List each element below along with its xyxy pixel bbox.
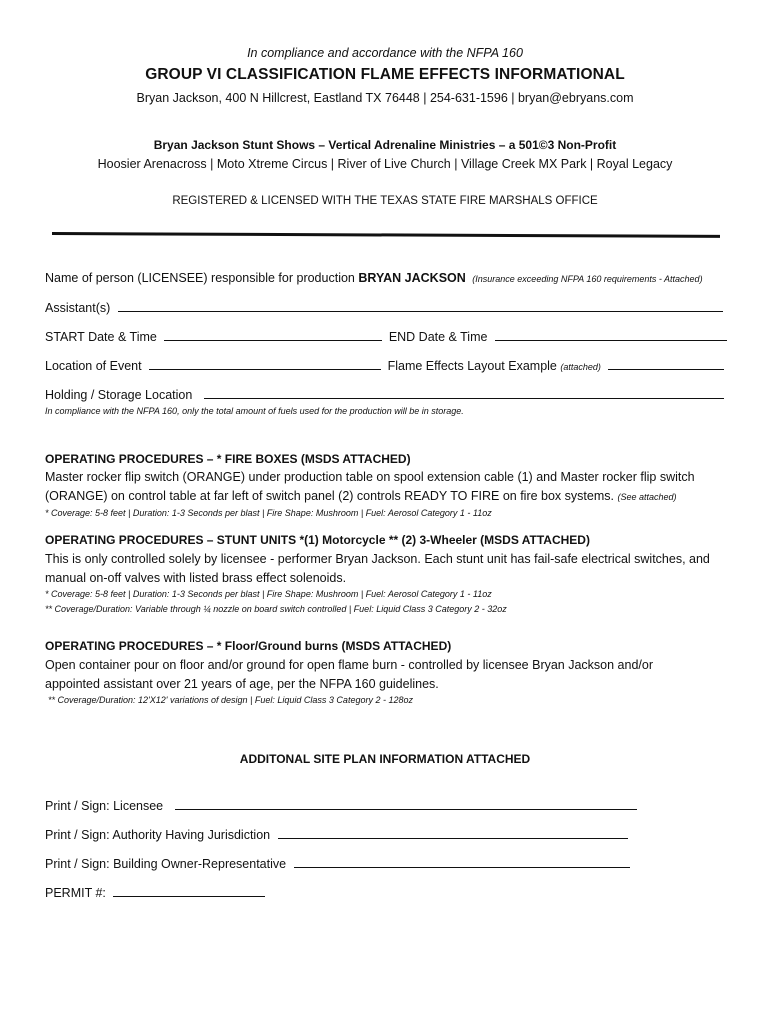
layout-note: (attached) <box>560 362 601 372</box>
registered-line: REGISTERED & LICENSED WITH THE TEXAS STATE FIRE MARSHALS OFFICE <box>172 195 598 207</box>
fire-boxes-heading: OPERATING PROCEDURES – * FIRE BOXES (MSDS ATTACHED) <box>45 452 411 466</box>
fire-boxes-line-2-row <box>45 489 677 503</box>
start-blank[interactable] <box>164 329 382 341</box>
sign-ahj-label: Print / Sign: Authority Having Jurisdiction <box>45 828 271 842</box>
sign-licensee-blank[interactable] <box>175 798 637 810</box>
licensee-note: (Insurance exceeding NFPA 160 requirements - Attached) <box>472 274 703 284</box>
permit-blank[interactable] <box>113 885 265 897</box>
permit-row <box>45 885 265 900</box>
location-row <box>45 358 724 373</box>
permit-label: PERMIT #: <box>45 886 106 900</box>
floor-burns-heading: OPERATING PROCEDURES – * Floor/Ground burns (MSDS ATTACHED) <box>45 639 452 653</box>
fire-boxes-see-attached: (See attached) <box>617 492 677 502</box>
end-blank[interactable] <box>495 329 727 341</box>
sign-owner-blank[interactable] <box>294 856 630 868</box>
storage-note: In compliance with the NFPA 160, only the total amount of fuels used for the production will be in storage. <box>45 406 464 416</box>
dates-row <box>45 329 727 344</box>
assistants-row <box>45 300 723 315</box>
assistants-blank[interactable] <box>118 300 723 312</box>
storage-row <box>45 387 724 402</box>
stunt-units-heading: OPERATING PROCEDURES – STUNT UNITS *(1) Motorcycle ** (2) 3-Wheeler (MSDS ATTACHED) <box>45 533 590 547</box>
sign-owner-row <box>45 856 630 871</box>
floor-burns-line-2: appointed assistant over 21 years of age, per the NFPA 160 guidelines. <box>45 677 439 691</box>
sign-licensee-row <box>45 798 637 813</box>
floor-burns-note: ** Coverage/Duration: 12'X12' variations of design | Fuel: Liquid Class 3 Category 2 - 128oz <box>48 695 413 705</box>
site-plan-heading: ADDITONAL SITE PLAN INFORMATION ATTACHED <box>239 752 531 766</box>
contact-line: Bryan Jackson, 400 N Hillcrest, Eastland TX 76448 | 254-631-1596 | bryan@ebryans.com <box>136 91 634 105</box>
sign-ahj-row <box>45 827 628 842</box>
fire-boxes-note: * Coverage: 5-8 feet | Duration: 1-3 Seconds per blast | Fire Shape: Mushroom | Fuel: Aerosol Category 1 - 11oz <box>45 508 492 518</box>
stunt-units-note-2: ** Coverage/Duration: Variable through ¼ nozzle on board switch controlled | Fuel: Liquid Class 3 Category 2 - 32oz <box>45 604 507 614</box>
document-title: GROUP VI CLASSIFICATION FLAME EFFECTS INFORMATIONAL <box>145 66 625 83</box>
layout-label: Flame Effects Layout Example <box>387 359 557 373</box>
storage-label: Holding / Storage Location <box>45 388 193 402</box>
header-divider <box>52 232 720 238</box>
venues-line: Hoosier Arenacross | Moto Xtreme Circus | River of Live Church | Village Creek MX Park | Royal Legacy <box>97 157 673 171</box>
end-label: END Date & Time <box>388 330 488 344</box>
licensee-row <box>45 271 703 285</box>
location-blank[interactable] <box>149 358 381 370</box>
compliance-line: In compliance and accordance with the NFPA 160 <box>247 46 523 60</box>
storage-blank[interactable] <box>204 387 724 399</box>
licensee-name: BRYAN JACKSON <box>358 271 466 285</box>
sign-owner-label: Print / Sign: Building Owner-Representative <box>45 857 287 871</box>
fire-boxes-line-2: (ORANGE) on control table at far left of switch panel (2) controls READY TO FIRE on fire box systems. <box>45 489 614 503</box>
stunt-units-note-1: * Coverage: 5-8 feet | Duration: 1-3 Seconds per blast | Fire Shape: Mushroom | Fuel: Aerosol Category 1 - 11oz <box>45 589 492 599</box>
licensee-label: Name of person (LICENSEE) responsible for production <box>45 271 355 285</box>
organization-line: Bryan Jackson Stunt Shows – Vertical Adrenaline Ministries – a 501©3 Non-Profit <box>153 138 617 152</box>
layout-blank[interactable] <box>608 358 724 370</box>
stunt-units-line-2: manual on-off valves with listed brass effect solenoids. <box>45 571 347 585</box>
stunt-units-line-1: This is only controlled solely by licensee - performer Bryan Jackson. Each stunt unit has fail-safe electrical switches, and <box>45 552 710 566</box>
fire-boxes-line-1: Master rocker flip switch (ORANGE) under production table on spool extension cable (1) and Master rocker flip switch <box>45 470 695 484</box>
location-label: Location of Event <box>45 359 142 373</box>
start-label: START Date & Time <box>45 330 157 344</box>
assistants-label: Assistant(s) <box>45 301 111 315</box>
floor-burns-line-1: Open container pour on floor and/or ground for open flame burn - controlled by licensee Bryan Jackson and/or <box>45 658 654 672</box>
sign-ahj-blank[interactable] <box>278 827 628 839</box>
sign-licensee-label: Print / Sign: Licensee <box>45 799 164 813</box>
